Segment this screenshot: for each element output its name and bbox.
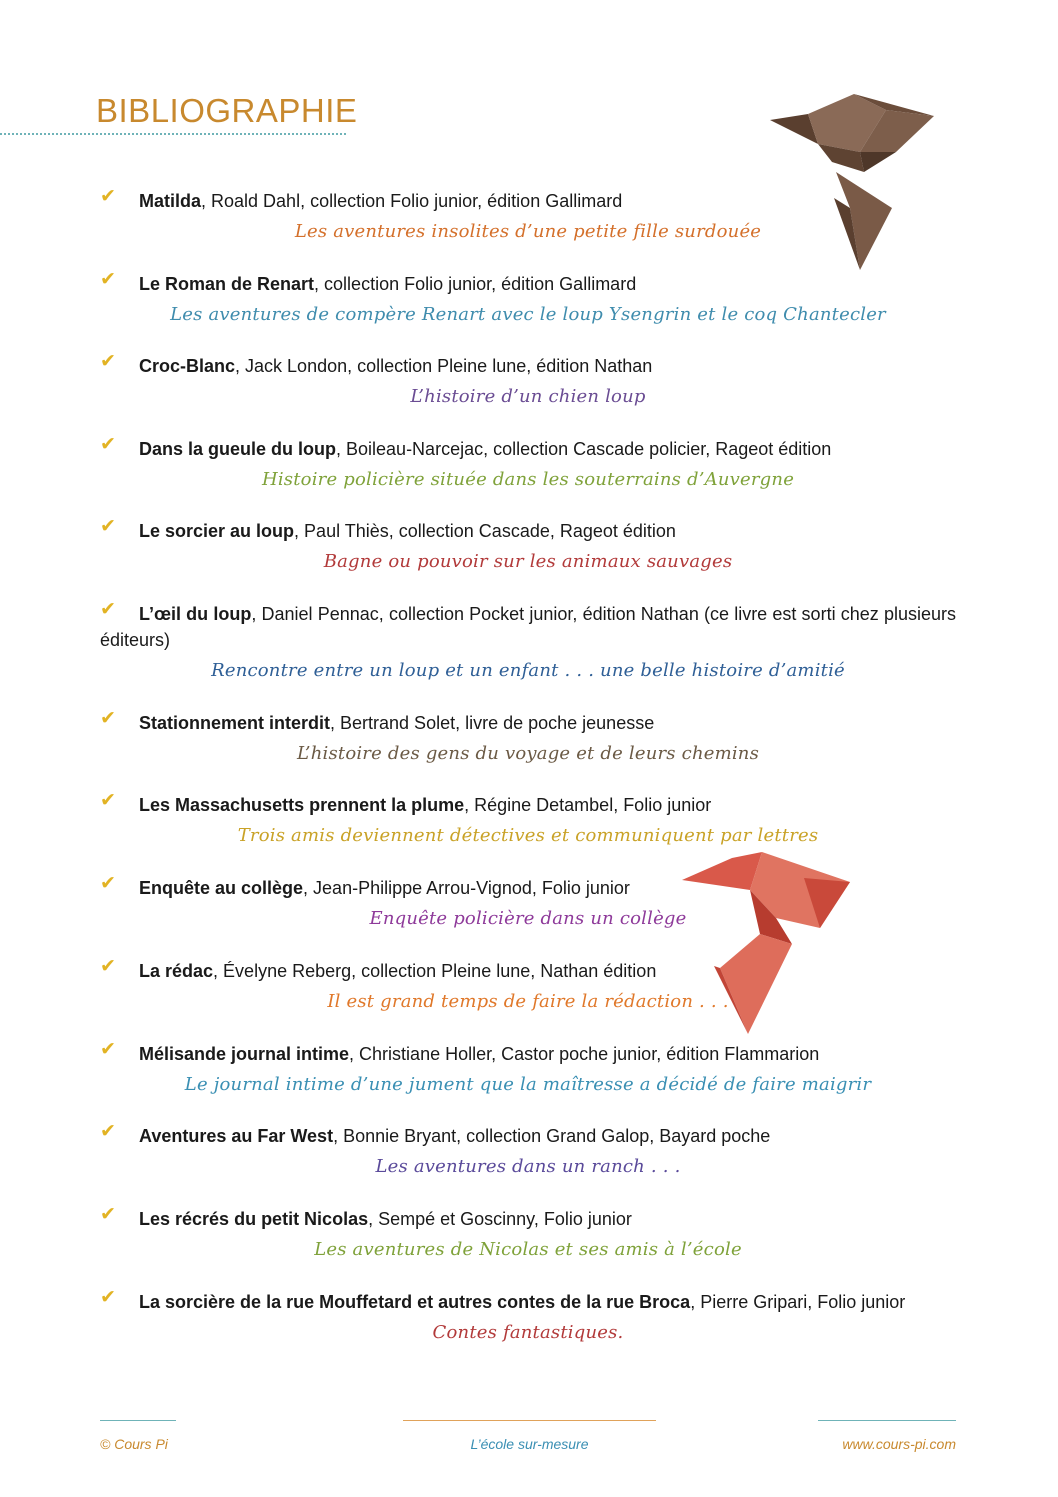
book-details: , Daniel Pennac, collection Pocket junior, édition Nathan (ce livre est sorti chez plusieurs éditeurs) xyxy=(100,604,956,650)
list-item xyxy=(100,185,956,244)
list-item xyxy=(100,955,956,1014)
footer-rule-center xyxy=(403,1420,656,1421)
list-item xyxy=(100,1038,956,1097)
book-comment: Trois amis deviennent détectives et communiquent par lettres xyxy=(237,825,819,846)
book-details: , Bertrand Solet, livre de poche jeunesse xyxy=(330,713,655,733)
book-title: Les récrés du petit Nicolas xyxy=(139,1209,369,1229)
book-details: , Évelyne Reberg, collection Pleine lune, Nathan édition xyxy=(213,961,657,981)
book-title: Stationnement interdit xyxy=(139,713,331,733)
checkmark-icon: ✔ xyxy=(100,1038,116,1060)
checkmark-icon: ✔ xyxy=(100,1286,116,1308)
book-comment: Le journal intime d’une jument que la maîtresse a décidé de faire maigrir xyxy=(184,1074,872,1095)
book-details: , Pierre Gripari, Folio junior xyxy=(690,1292,906,1312)
footer-rule-right xyxy=(818,1420,956,1421)
page-footer xyxy=(0,1420,1058,1460)
checkmark-icon: ✔ xyxy=(100,789,116,811)
book-comment: Les aventures dans un ranch . . . xyxy=(375,1156,681,1177)
book-details: , Paul Thiès, collection Cascade, Rageot édition xyxy=(294,521,676,541)
list-item xyxy=(100,598,956,683)
list-item xyxy=(100,789,956,848)
book-details: , Boileau-Narcejac, collection Cascade policier, Rageot édition xyxy=(336,439,832,459)
book-details: , collection Folio junior, édition Gallimard xyxy=(314,274,637,294)
footer-copyright: © Cours Pi xyxy=(100,1436,168,1452)
origami-bird-brown-illustration xyxy=(768,88,938,272)
footer-tagline: L’école sur-mesure xyxy=(470,1436,589,1452)
checkmark-icon: ✔ xyxy=(100,515,116,537)
list-item xyxy=(100,268,956,327)
book-details: , Christiane Holler, Castor poche junior, édition Flammarion xyxy=(349,1044,820,1064)
checkmark-icon: ✔ xyxy=(100,268,116,290)
book-title: L’œil du loup xyxy=(139,604,252,624)
book-title: Les Massachusetts prennent la plume xyxy=(139,795,465,815)
book-title: Croc-Blanc xyxy=(139,356,236,376)
list-item xyxy=(100,707,956,766)
checkmark-icon: ✔ xyxy=(100,872,116,894)
book-comment: Histoire policière située dans les souterrains d’Auvergne xyxy=(261,469,795,490)
checkmark-icon: ✔ xyxy=(100,1120,116,1142)
list-item xyxy=(100,433,956,492)
title-dotted-rule xyxy=(0,133,346,135)
book-comment: Les aventures de Nicolas et ses amis à l’école xyxy=(314,1239,742,1260)
book-title: Le sorcier au loup xyxy=(139,521,295,541)
checkmark-icon: ✔ xyxy=(100,598,116,620)
checkmark-icon: ✔ xyxy=(100,185,116,207)
book-title: Le Roman de Renart xyxy=(139,274,315,294)
book-details: , Sempé et Goscinny, Folio junior xyxy=(368,1209,632,1229)
book-comment: L’histoire des gens du voyage et de leurs chemins xyxy=(296,743,760,764)
checkmark-icon: ✔ xyxy=(100,1203,116,1225)
book-comment: Les aventures insolites d’une petite fille surdouée xyxy=(294,221,762,242)
book-comment: Bagne ou pouvoir sur les animaux sauvages xyxy=(323,551,733,572)
book-title: Enquête au collège xyxy=(139,878,304,898)
book-title: La sorcière de la rue Mouffetard et autres contes de la rue Broca xyxy=(139,1292,691,1312)
list-item xyxy=(100,1120,956,1179)
book-title: La rédac xyxy=(139,961,214,981)
book-comment: Contes fantastiques. xyxy=(432,1322,624,1343)
checkmark-icon: ✔ xyxy=(100,433,116,455)
list-item xyxy=(100,872,956,931)
book-details: , Jean-Philippe Arrou-Vignod, Folio junior xyxy=(303,878,630,898)
book-comment: Enquête policière dans un collège xyxy=(369,908,687,929)
checkmark-icon: ✔ xyxy=(100,350,116,372)
book-comment: Rencontre entre un loup et un enfant . . . une belle histoire d’amitié xyxy=(211,660,845,681)
book-comment: L’histoire d’un chien loup xyxy=(410,386,646,407)
book-title: Matilda xyxy=(139,191,202,211)
checkmark-icon: ✔ xyxy=(100,707,116,729)
list-item xyxy=(100,1286,956,1345)
list-item xyxy=(100,1203,956,1262)
book-title: Aventures au Far West xyxy=(139,1126,334,1146)
page-title: BIBLIOGRAPHIE xyxy=(96,92,358,129)
footer-website-link[interactable]: www.cours-pi.com xyxy=(842,1436,956,1452)
book-comment: Les aventures de compère Renart avec le loup Ysengrin et le coq Chantecler xyxy=(170,304,886,325)
book-details: , Bonnie Bryant, collection Grand Galop, Bayard poche xyxy=(333,1126,771,1146)
book-comment: Il est grand temps de faire la rédaction . . . xyxy=(327,991,729,1012)
footer-rule-left xyxy=(100,1420,176,1421)
book-title: Dans la gueule du loup xyxy=(139,439,337,459)
checkmark-icon: ✔ xyxy=(100,955,116,977)
list-item xyxy=(100,515,956,574)
book-title: Mélisande journal intime xyxy=(139,1044,350,1064)
book-details: , Jack London, collection Pleine lune, édition Nathan xyxy=(235,356,653,376)
book-details: , Roald Dahl, collection Folio junior, édition Gallimard xyxy=(201,191,623,211)
list-item xyxy=(100,350,956,409)
book-details: , Régine Detambel, Folio junior xyxy=(464,795,712,815)
